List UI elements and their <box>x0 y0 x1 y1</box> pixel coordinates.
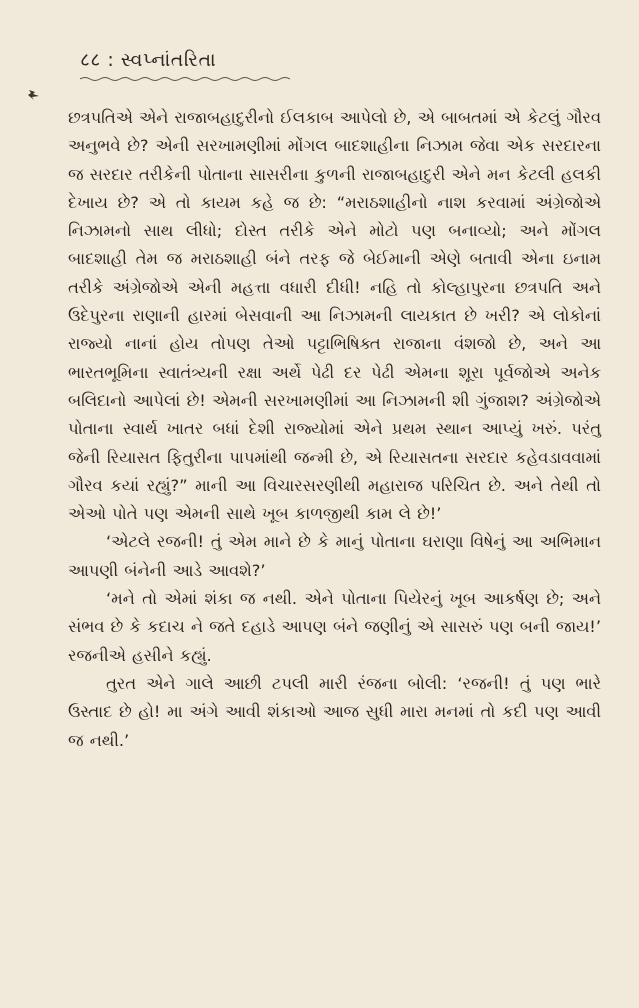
paragraph-4: તુરત એને ગાલે આછી ટપલી મારી રંજના બોલી: ‘રજની! તું પણ ભારે ઉસ્તાદ છે હો! મા અંગે આવી શંકાઓ આજ સુધી મારા મનમાં તો કદી પણ આવી જ નથી.’ <box>68 673 601 750</box>
header-separator: : <box>107 49 115 71</box>
paragraph-2: ‘એટલે રજની! તું એમ માને છે કે માનું પોતાના ઘરાણા વિષેનું આ અભિમાન આપણી બંનેની આડે આવશે?’ <box>68 532 601 580</box>
ink-blot-icon <box>26 88 42 102</box>
running-head <box>80 46 601 72</box>
book-title: સ્વપ્નાંતરિતા <box>120 49 217 71</box>
header-ornament-rule <box>80 76 295 82</box>
wavy-rule-icon <box>80 76 295 82</box>
paragraph-3: ‘મને તો એમાં શંકા જ નથી. એને પોતાના પિયેરનું ખૂબ આકર્ષણ છે; અને સંભવ છે કે કદાચ ને જતે દહાડે આપણ બંને જણીનું એ સાસરું પણ બની જાય!’ રજનીએ હસીને કહ્યું. <box>68 589 601 665</box>
paragraph-1: છત્રપતિએ એને રાજાબહાદુરીનો ઈલકાબ આપેલો છે, એ બાબતમાં એ કેટલું ગૌરવ અનુભવે છે? એની સરખામણીમાં મોંગલ બાદશાહીના નિઝામ જેવા એક સરદારના જ સરદાર તરીકેની પોતાના સાસરીના કુળની રાજાબહાદુરી એને મન કેટલી હલકી દેખાય છે? એ તો કાયમ કહે જ છે: “મરાઠશાહીનો નાશ કરવામાં અંગ્રેજોએ નિઝામનો સાથ લીધો; દોસ્ત તરીકે એને મોટો પણ બનાવ્યો; અને મોંગલ બાદશાહી તેમ જ મરાઠશાહી બંને તરફ જે બેઈમાની એણે બતાવી એના ઇનામ તરીકે અંગ્રેજોએ એની મહત્તા વધારી દીધી! નહિ તો કોલ્હાપુરના છત્રપતિ અને ઉદેપુરના રાણાની હારમાં બેસવાની આ નિઝામની લાયકાત છે ખરી? એ લોકોનાં રાજ્યો નાનાં હોય તોપણ તેઓ પટ્ટાભિષિક્ત રાજાના વંશજો છે, અને આ ભારતભૂમિના સ્વાતંત્ર્યની રક્ષા અર્થે પેઢી દર પેઢી એમના શૂરા પૂર્વજોએ અનેક બલિદાનો આપેલાં છે! એમની સરખામણીમાં આ નિઝામની શી ગુંજાશ? અંગ્રેજોએ પોતાના સ્વાર્થ ખાતર બધાં દેશી રાજ્યોમાં એને પ્રથમ સ્થાન આપ્યું ખરું. પરંતુ જેની રિયાસત ફિતુરીના પાપમાંથી જન્મી છે, એ રિયાસતના સરદાર કહેવડાવવામાં ગૌરવ કયાં રહ્યું?” માની આ વિચારસરણીથી મહારાજ પરિચિત છે. અને તેથી તો એઓ પોતે પણ એમની સાથે ખૂબ કાળજીથી કામ લે છે!’ <box>68 108 601 524</box>
page-number: ८८ <box>80 49 101 71</box>
